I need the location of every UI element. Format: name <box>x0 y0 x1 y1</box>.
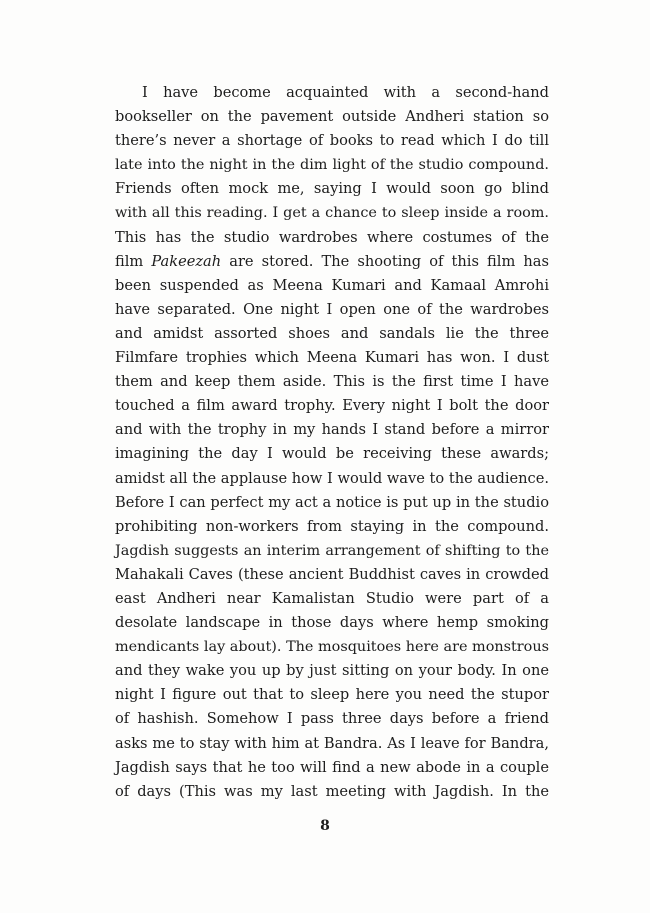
text-line: Mahakali Caves (these ancient Buddhist caves in crowded <box>115 565 549 583</box>
body-paragraph <box>115 81 549 804</box>
text-line: film Pakeezah are stored. The shooting of this film has <box>115 252 549 270</box>
text-line: Jagdish says that he too will find a new abode in a couple <box>115 758 549 776</box>
text-line: imagining the day I would be receiving these awards; <box>115 445 549 463</box>
text-line: touched a film award trophy. Every night I bolt the door <box>115 397 549 415</box>
text-line: late into the night in the dim light of the studio compound. <box>115 157 549 174</box>
text-line: Before I can perfect my act a notice is put up in the studio <box>115 493 549 511</box>
text-line: asks me to stay with him at Bandra. As I leave for Bandra, <box>115 734 549 752</box>
text-line: east Andheri near Kamalistan Studio were part of a <box>115 589 549 607</box>
page-number: 8 <box>320 818 330 834</box>
text-line: This has the studio wardrobes where costumes of the <box>115 228 549 246</box>
text-line: Friends often mock me, saying I would soon go blind <box>115 180 549 198</box>
text-line: and they wake you up by just sitting on your body. In one <box>115 662 549 680</box>
text-line: of hashish. Somehow I pass three days before a friend <box>115 710 549 728</box>
text-line: prohibiting non-workers from staying in the compound. <box>115 517 549 535</box>
film-title: Pakeezah <box>151 252 222 270</box>
text-line: desolate landscape in those days where hemp smoking <box>115 614 549 632</box>
text-line: I have become acquainted with a second-hand <box>142 84 549 101</box>
text-line: bookseller on the pavement outside Andheri station so <box>115 108 549 126</box>
text-line: night I figure out that to sleep here you need the stupor <box>115 686 549 704</box>
text-line: there’s never a shortage of books to read which I do till <box>115 132 549 150</box>
text-line: been suspended as Meena Kumari and Kamaal Amrohi <box>115 276 549 294</box>
text-line: amidst all the applause how I would wave to the audience. <box>115 469 549 487</box>
text-line: them and keep them aside. This is the first time I have <box>115 373 549 391</box>
text-line: Jagdish suggests an interim arrangement of shifting to the <box>115 542 549 559</box>
text-line: with all this reading. I get a chance to sleep inside a room. <box>115 205 549 222</box>
text-line: Filmfare trophies which Meena Kumari has won. I dust <box>115 349 549 367</box>
text-line: and with the trophy in my hands I stand before a mirror <box>115 421 549 439</box>
text-line: have separated. One night I open one of the wardrobes <box>115 300 549 318</box>
text-line: and amidst assorted shoes and sandals lie the three <box>115 324 549 342</box>
text-line: mendicants lay about). The mosquitoes here are monstrous <box>115 639 549 656</box>
text-line: of days (This was my last meeting with Jagdish. In the <box>115 782 549 800</box>
